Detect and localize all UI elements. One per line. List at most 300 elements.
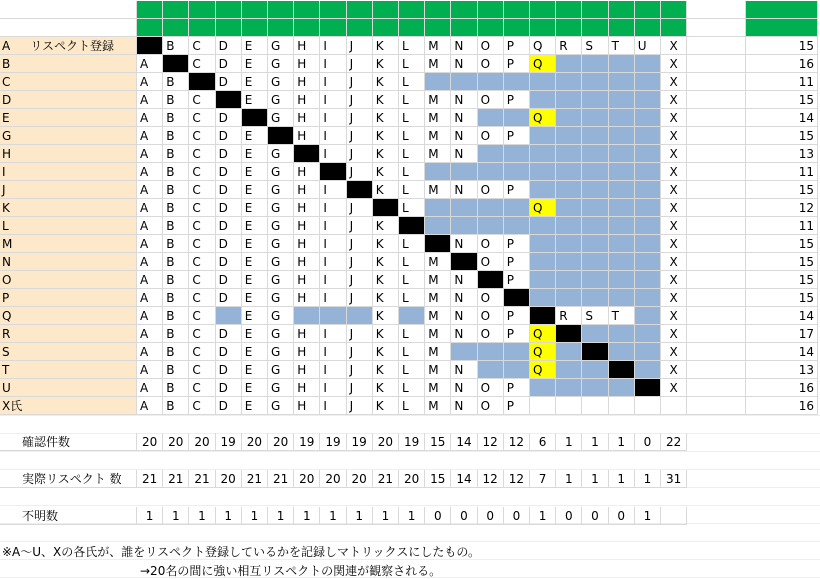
matrix-cell[interactable]: Q (530, 361, 556, 379)
spacer-cell[interactable] (687, 127, 746, 145)
matrix-cell[interactable]: C (189, 307, 215, 325)
matrix-cell[interactable] (582, 343, 608, 361)
matrix-cell[interactable]: X (661, 127, 687, 145)
matrix-cell[interactable]: E (242, 397, 268, 415)
summary-value-cell[interactable]: 7 (530, 470, 556, 488)
total-cell[interactable]: 15 (746, 91, 818, 109)
summary-value-cell[interactable]: 19 (320, 433, 346, 451)
matrix-cell[interactable]: N (451, 127, 477, 145)
matrix-cell[interactable]: P (504, 379, 530, 397)
matrix-cell[interactable]: B (163, 163, 189, 181)
column-number-cell[interactable] (268, 1, 294, 19)
summary-value-cell[interactable]: 20 (242, 433, 268, 451)
matrix-cell[interactable] (347, 307, 373, 325)
column-letter-cell[interactable] (504, 19, 530, 37)
matrix-cell[interactable] (425, 217, 451, 235)
matrix-cell[interactable]: H (294, 199, 320, 217)
column-number-cell[interactable] (242, 1, 268, 19)
matrix-cell[interactable]: E (242, 91, 268, 109)
corner-cell-1[interactable] (0, 1, 137, 19)
matrix-cell[interactable]: A (137, 361, 163, 379)
matrix-cell[interactable]: D (216, 271, 242, 289)
matrix-cell[interactable]: D (216, 145, 242, 163)
matrix-cell[interactable]: O (478, 253, 504, 271)
matrix-cell[interactable]: G (268, 163, 294, 181)
matrix-cell[interactable] (609, 55, 635, 73)
column-letter-cell[interactable] (242, 19, 268, 37)
matrix-cell[interactable]: H (294, 253, 320, 271)
total-cell[interactable]: 15 (746, 253, 818, 271)
matrix-cell[interactable]: X (661, 235, 687, 253)
column-letter-cell[interactable] (635, 19, 661, 37)
summary-value-cell[interactable]: 0 (609, 507, 635, 525)
row-label-cell[interactable] (0, 145, 137, 163)
matrix-cell[interactable]: P (504, 325, 530, 343)
matrix-cell[interactable]: I (320, 73, 346, 91)
column-letter-cell[interactable] (530, 19, 556, 37)
matrix-cell[interactable]: D (216, 109, 242, 127)
matrix-cell[interactable]: X (661, 217, 687, 235)
row-label-cell[interactable] (0, 109, 137, 127)
matrix-cell[interactable] (556, 379, 582, 397)
matrix-cell[interactable] (504, 163, 530, 181)
matrix-cell[interactable] (582, 163, 608, 181)
summary-value-cell[interactable]: 1 (399, 507, 425, 525)
matrix-cell[interactable]: P (504, 37, 530, 55)
matrix-cell[interactable]: I (320, 145, 346, 163)
summary-value-cell[interactable]: 1 (609, 433, 635, 451)
matrix-cell[interactable]: O (478, 91, 504, 109)
matrix-cell[interactable]: K (373, 91, 399, 109)
matrix-cell[interactable]: X (661, 181, 687, 199)
matrix-cell[interactable]: L (399, 55, 425, 73)
matrix-cell[interactable]: M (425, 307, 451, 325)
matrix-cell[interactable]: K (373, 127, 399, 145)
summary-value-cell[interactable]: 20 (163, 433, 189, 451)
matrix-cell[interactable] (478, 361, 504, 379)
matrix-cell[interactable] (582, 235, 608, 253)
row-label-cell[interactable] (0, 91, 137, 109)
summary-value-cell[interactable]: 12 (504, 433, 530, 451)
matrix-cell[interactable]: C (189, 253, 215, 271)
summary-value-cell[interactable]: 21 (189, 470, 215, 488)
matrix-cell[interactable]: D (216, 37, 242, 55)
column-number-cell[interactable] (373, 1, 399, 19)
matrix-cell[interactable]: G (268, 253, 294, 271)
matrix-cell[interactable]: I (320, 361, 346, 379)
matrix-cell[interactable]: K (373, 343, 399, 361)
spacer-cell[interactable] (687, 379, 746, 397)
matrix-cell[interactable]: L (399, 109, 425, 127)
matrix-cell[interactable]: O (478, 55, 504, 73)
matrix-cell[interactable] (320, 307, 346, 325)
total-cell[interactable]: 14 (746, 343, 818, 361)
matrix-cell[interactable]: E (242, 307, 268, 325)
matrix-cell[interactable]: A (137, 163, 163, 181)
matrix-cell[interactable]: G (268, 343, 294, 361)
matrix-cell[interactable]: C (189, 199, 215, 217)
matrix-cell[interactable] (451, 343, 477, 361)
spacer-cell[interactable] (687, 73, 746, 91)
summary-value-cell[interactable]: 20 (137, 433, 163, 451)
matrix-cell[interactable]: M (425, 55, 451, 73)
matrix-cell[interactable]: G (268, 181, 294, 199)
column-number-cell[interactable] (294, 1, 320, 19)
matrix-cell[interactable]: G (268, 91, 294, 109)
matrix-cell[interactable]: P (504, 253, 530, 271)
matrix-cell[interactable]: C (189, 109, 215, 127)
matrix-cell[interactable] (556, 127, 582, 145)
matrix-cell[interactable] (530, 91, 556, 109)
summary-value-cell[interactable]: 1 (137, 507, 163, 525)
matrix-cell[interactable]: K (373, 73, 399, 91)
matrix-cell[interactable]: X (661, 55, 687, 73)
matrix-cell[interactable]: E (242, 199, 268, 217)
column-number-cell[interactable] (137, 1, 163, 19)
matrix-cell[interactable]: H (294, 397, 320, 415)
matrix-cell[interactable]: O (478, 181, 504, 199)
column-number-cell[interactable] (399, 1, 425, 19)
summary-value-cell[interactable]: 20 (216, 470, 242, 488)
matrix-cell[interactable]: B (163, 181, 189, 199)
matrix-cell[interactable]: B (163, 37, 189, 55)
matrix-cell[interactable] (294, 307, 320, 325)
matrix-cell[interactable] (556, 73, 582, 91)
matrix-cell[interactable]: C (189, 235, 215, 253)
matrix-cell[interactable]: B (163, 217, 189, 235)
matrix-cell[interactable] (478, 199, 504, 217)
column-number-cell[interactable] (635, 1, 661, 19)
matrix-cell[interactable] (635, 379, 661, 397)
spacer-cell[interactable] (687, 217, 746, 235)
total-cell[interactable]: 15 (746, 127, 818, 145)
matrix-cell[interactable]: K (373, 37, 399, 55)
matrix-cell[interactable]: J (347, 379, 373, 397)
matrix-cell[interactable]: O (478, 325, 504, 343)
matrix-cell[interactable]: G (268, 289, 294, 307)
matrix-cell[interactable]: L (399, 181, 425, 199)
summary-value-cell[interactable]: 1 (294, 507, 320, 525)
matrix-cell[interactable]: I (320, 397, 346, 415)
matrix-cell[interactable]: N (451, 379, 477, 397)
summary-value-cell[interactable]: 20 (320, 470, 346, 488)
column-number-cell[interactable] (609, 1, 635, 19)
matrix-cell[interactable]: N (451, 271, 477, 289)
summary-label-cell[interactable]: 不明数 (0, 507, 137, 525)
matrix-cell[interactable] (609, 91, 635, 109)
matrix-cell[interactable]: E (242, 55, 268, 73)
matrix-cell[interactable]: O (478, 37, 504, 55)
matrix-cell[interactable]: H (294, 217, 320, 235)
matrix-cell[interactable] (635, 325, 661, 343)
matrix-cell[interactable]: J (347, 37, 373, 55)
matrix-cell[interactable]: Q (530, 109, 556, 127)
matrix-cell[interactable]: B (163, 199, 189, 217)
matrix-cell[interactable]: D (216, 235, 242, 253)
row-label-cell[interactable] (0, 289, 137, 307)
matrix-cell[interactable]: Q (530, 37, 556, 55)
matrix-cell[interactable]: N (451, 325, 477, 343)
matrix-cell[interactable] (609, 379, 635, 397)
matrix-cell[interactable]: N (451, 37, 477, 55)
matrix-cell[interactable]: L (399, 397, 425, 415)
matrix-cell[interactable]: L (399, 145, 425, 163)
matrix-cell[interactable]: J (347, 163, 373, 181)
summary-value-cell[interactable]: 20 (347, 470, 373, 488)
matrix-cell[interactable]: K (373, 181, 399, 199)
matrix-cell[interactable]: L (399, 361, 425, 379)
column-letter-cell[interactable] (373, 19, 399, 37)
summary-value-cell[interactable]: 12 (478, 470, 504, 488)
matrix-cell[interactable]: L (399, 37, 425, 55)
row-label-cell[interactable] (0, 235, 137, 253)
matrix-cell[interactable]: D (216, 289, 242, 307)
matrix-cell[interactable]: B (163, 145, 189, 163)
matrix-cell[interactable] (635, 73, 661, 91)
matrix-cell[interactable]: M (425, 343, 451, 361)
spacer-cell[interactable] (687, 37, 746, 55)
matrix-cell[interactable]: N (451, 361, 477, 379)
matrix-cell[interactable] (478, 343, 504, 361)
matrix-cell[interactable]: X (661, 199, 687, 217)
matrix-cell[interactable]: H (294, 343, 320, 361)
matrix-cell[interactable]: J (347, 343, 373, 361)
total-cell[interactable]: 15 (746, 271, 818, 289)
summary-value-cell[interactable]: 6 (530, 433, 556, 451)
matrix-cell[interactable]: G (268, 145, 294, 163)
matrix-cell[interactable] (163, 55, 189, 73)
spacer-cell[interactable] (687, 325, 746, 343)
matrix-cell[interactable]: E (242, 289, 268, 307)
matrix-cell[interactable] (451, 199, 477, 217)
matrix-cell[interactable] (530, 397, 556, 415)
matrix-cell[interactable]: Q (530, 343, 556, 361)
matrix-cell[interactable]: D (216, 253, 242, 271)
matrix-cell[interactable]: E (242, 325, 268, 343)
matrix-cell[interactable] (478, 109, 504, 127)
summary-value-cell[interactable]: 1 (268, 507, 294, 525)
matrix-cell[interactable]: H (294, 91, 320, 109)
matrix-cell[interactable]: N (451, 55, 477, 73)
matrix-cell[interactable]: P (504, 55, 530, 73)
matrix-cell[interactable]: N (451, 91, 477, 109)
matrix-cell[interactable]: L (399, 199, 425, 217)
total-cell[interactable]: 16 (746, 379, 818, 397)
matrix-cell[interactable]: D (216, 217, 242, 235)
matrix-cell[interactable]: L (399, 163, 425, 181)
matrix-cell[interactable]: G (268, 379, 294, 397)
matrix-cell[interactable] (556, 397, 582, 415)
matrix-cell[interactable]: A (137, 181, 163, 199)
column-number-cell[interactable] (347, 1, 373, 19)
column-letter-cell[interactable] (478, 19, 504, 37)
matrix-cell[interactable] (635, 235, 661, 253)
spacer-cell[interactable] (687, 91, 746, 109)
matrix-cell[interactable]: G (268, 37, 294, 55)
matrix-cell[interactable]: G (268, 361, 294, 379)
row-label-cell[interactable] (0, 181, 137, 199)
matrix-cell[interactable]: N (451, 235, 477, 253)
matrix-cell[interactable] (609, 145, 635, 163)
matrix-cell[interactable] (504, 343, 530, 361)
matrix-cell[interactable] (425, 235, 451, 253)
matrix-cell[interactable] (582, 397, 608, 415)
total-cell[interactable]: 11 (746, 217, 818, 235)
matrix-cell[interactable] (582, 217, 608, 235)
total-cell[interactable]: 17 (746, 325, 818, 343)
matrix-cell[interactable]: J (347, 325, 373, 343)
matrix-cell[interactable]: Q (530, 199, 556, 217)
matrix-cell[interactable] (268, 127, 294, 145)
matrix-cell[interactable]: P (504, 307, 530, 325)
matrix-cell[interactable]: I (320, 343, 346, 361)
matrix-cell[interactable]: A (137, 91, 163, 109)
summary-value-cell[interactable]: 1 (242, 507, 268, 525)
matrix-cell[interactable]: K (373, 325, 399, 343)
matrix-cell[interactable]: A (137, 217, 163, 235)
summary-value-cell[interactable]: 21 (373, 470, 399, 488)
total-cell[interactable]: 11 (746, 73, 818, 91)
matrix-cell[interactable]: D (216, 343, 242, 361)
summary-value-cell[interactable]: 12 (504, 470, 530, 488)
matrix-cell[interactable]: E (242, 361, 268, 379)
spacer-cell[interactable] (687, 55, 746, 73)
matrix-cell[interactable] (609, 289, 635, 307)
matrix-cell[interactable]: J (347, 91, 373, 109)
matrix-cell[interactable]: J (347, 271, 373, 289)
matrix-cell[interactable] (635, 127, 661, 145)
row-label-cell[interactable] (0, 199, 137, 217)
matrix-cell[interactable]: D (216, 325, 242, 343)
spacer-cell[interactable] (687, 1, 746, 19)
matrix-cell[interactable]: A (137, 55, 163, 73)
matrix-cell[interactable] (582, 199, 608, 217)
matrix-cell[interactable] (530, 379, 556, 397)
matrix-cell[interactable]: H (294, 289, 320, 307)
total-cell[interactable]: 15 (746, 181, 818, 199)
summary-value-cell[interactable]: 19 (294, 433, 320, 451)
summary-value-cell[interactable]: 21 (268, 470, 294, 488)
matrix-cell[interactable] (582, 325, 608, 343)
matrix-cell[interactable]: P (504, 127, 530, 145)
matrix-cell[interactable]: P (504, 235, 530, 253)
column-number-cell[interactable] (556, 1, 582, 19)
matrix-cell[interactable]: C (189, 181, 215, 199)
summary-value-cell[interactable]: 1 (320, 507, 346, 525)
matrix-cell[interactable]: X (661, 109, 687, 127)
matrix-cell[interactable]: M (425, 253, 451, 271)
matrix-cell[interactable]: G (268, 235, 294, 253)
spacer-cell[interactable] (687, 307, 746, 325)
matrix-cell[interactable] (530, 289, 556, 307)
summary-value-cell[interactable]: 0 (582, 507, 608, 525)
column-letter-cell[interactable] (661, 19, 687, 37)
matrix-cell[interactable] (556, 361, 582, 379)
spacer-cell[interactable] (687, 253, 746, 271)
matrix-cell[interactable]: N (451, 289, 477, 307)
matrix-cell[interactable]: B (163, 325, 189, 343)
matrix-cell[interactable]: L (399, 271, 425, 289)
matrix-cell[interactable] (556, 91, 582, 109)
total-cell[interactable]: 11 (746, 163, 818, 181)
matrix-cell[interactable] (582, 379, 608, 397)
summary-value-cell[interactable]: 1 (635, 470, 661, 488)
matrix-cell[interactable]: D (216, 361, 242, 379)
matrix-cell[interactable]: B (163, 307, 189, 325)
matrix-cell[interactable]: H (294, 127, 320, 145)
column-letter-cell[interactable] (425, 19, 451, 37)
matrix-cell[interactable]: E (242, 73, 268, 91)
summary-value-cell[interactable]: 1 (609, 470, 635, 488)
matrix-cell[interactable]: J (347, 217, 373, 235)
matrix-cell[interactable] (635, 163, 661, 181)
matrix-cell[interactable] (216, 91, 242, 109)
matrix-cell[interactable]: I (320, 91, 346, 109)
matrix-cell[interactable] (530, 217, 556, 235)
matrix-cell[interactable]: M (425, 127, 451, 145)
column-number-cell[interactable] (425, 1, 451, 19)
matrix-cell[interactable]: O (478, 235, 504, 253)
matrix-cell[interactable] (661, 397, 687, 415)
summary-value-cell[interactable]: 0 (451, 507, 477, 525)
matrix-cell[interactable]: X (661, 289, 687, 307)
column-letter-cell[interactable] (189, 19, 215, 37)
matrix-cell[interactable]: L (399, 379, 425, 397)
matrix-cell[interactable] (478, 163, 504, 181)
matrix-cell[interactable]: A (137, 397, 163, 415)
matrix-cell[interactable] (504, 217, 530, 235)
matrix-cell[interactable] (504, 145, 530, 163)
summary-value-cell[interactable]: 1 (163, 507, 189, 525)
matrix-cell[interactable]: O (478, 307, 504, 325)
matrix-cell[interactable]: D (216, 55, 242, 73)
matrix-cell[interactable]: T (609, 37, 635, 55)
column-letter-cell[interactable] (268, 19, 294, 37)
matrix-cell[interactable] (530, 181, 556, 199)
matrix-cell[interactable]: P (504, 271, 530, 289)
summary-value-cell[interactable]: 31 (661, 470, 687, 488)
total-cell[interactable]: 13 (746, 145, 818, 163)
matrix-cell[interactable] (530, 163, 556, 181)
matrix-cell[interactable] (556, 109, 582, 127)
column-letter-cell[interactable] (137, 19, 163, 37)
matrix-cell[interactable]: B (163, 361, 189, 379)
matrix-cell[interactable] (635, 343, 661, 361)
row-label-cell[interactable] (0, 325, 137, 343)
matrix-cell[interactable]: B (163, 91, 189, 109)
corner-cell-2[interactable] (0, 19, 137, 37)
matrix-cell[interactable]: H (294, 271, 320, 289)
total-header-cell-2[interactable] (746, 19, 818, 37)
matrix-cell[interactable]: A (137, 235, 163, 253)
matrix-cell[interactable] (635, 253, 661, 271)
matrix-cell[interactable]: E (242, 37, 268, 55)
spacer-cell[interactable] (687, 289, 746, 307)
summary-value-cell[interactable]: 1 (530, 507, 556, 525)
matrix-cell[interactable]: M (425, 37, 451, 55)
matrix-cell[interactable]: H (294, 73, 320, 91)
matrix-cell[interactable] (556, 325, 582, 343)
matrix-cell[interactable]: P (504, 397, 530, 415)
matrix-cell[interactable] (635, 199, 661, 217)
matrix-cell[interactable] (137, 37, 163, 55)
matrix-cell[interactable] (609, 253, 635, 271)
matrix-cell[interactable]: K (373, 289, 399, 307)
matrix-cell[interactable]: A (137, 325, 163, 343)
matrix-cell[interactable]: A (137, 109, 163, 127)
matrix-cell[interactable] (478, 145, 504, 163)
matrix-cell[interactable]: D (216, 379, 242, 397)
